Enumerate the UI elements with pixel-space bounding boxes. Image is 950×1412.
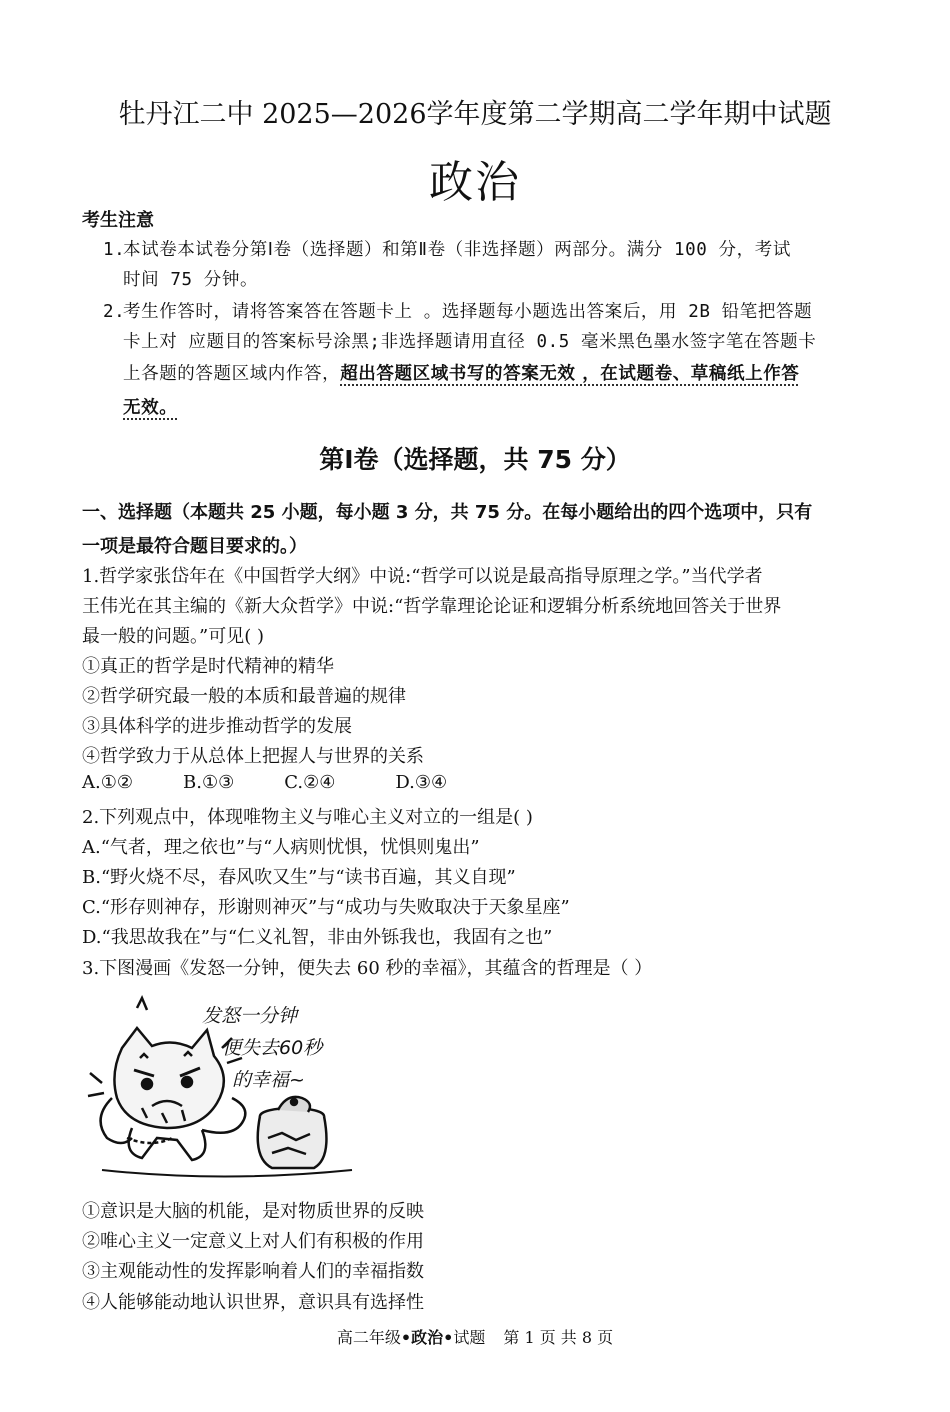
notice-item-2-number: 2. [103,302,126,322]
section-heading-line-1: 一、选择题（本题共 25 小题，每小题 3 分，共 75 分。在每小题给出的四个选项中，只有 [82,502,813,523]
question-1-choice-b: B.①③ [183,772,235,793]
question-1-statement-3: ③具体科学的进步推动哲学的发展 [82,716,352,737]
notice-item-1-line-2: 时间 75 分钟。 [123,270,259,290]
footer-grade: 高二年级 [336,1328,401,1347]
question-2-stem: 2.下列观点中，体现唯物主义与唯心主义对立的一组是( ) [82,807,533,828]
notice-item-1-text: 本试卷本试卷分第Ⅰ卷（选择题）和第Ⅱ卷（非选择题）两部分。满分 100 分，考试 [123,240,791,260]
question-1-choice-d: D.③④ [395,772,448,793]
part-one-title: 第Ⅰ卷（选择题，共 75 分） [319,445,631,474]
question-1-statement-4: ④哲学致力于从总体上把握人与世界的关系 [82,746,424,767]
question-3-statement-1: ①意识是大脑的机能，是对物质世界的反映 [82,1201,424,1222]
notice-item-1-number: 1. [103,240,126,260]
notice-item-2-line-4 [123,394,177,419]
question-2-option-d: D.“我思故我在”与“仁义礼智，非由外铄我也，我固有之也” [82,927,553,948]
question-2-option-a: A.“气者，理之依也”与“人病则忧惧，忧惧则鬼出” [82,837,480,858]
question-1-choices [82,772,497,793]
notice-item-2-plain-text: 上各题的答题区域内作答， [123,364,341,384]
page-footer [0,1325,950,1348]
cartoon-caption-line-1: 发怒一分钟 [202,1005,298,1027]
question-1-stem-line-3: 最一般的问题。”可见( ) [82,626,264,647]
question-1-statement-2: ②哲学研究最一般的本质和最普遍的规律 [82,686,406,707]
question-1-choice-c: C.②④ [284,772,336,793]
question-3-stem: 3.下图漫画《发怒一分钟，便失去 60 秒的幸福》，其蕴含的哲理是（ ） [82,958,653,979]
footer-subject: 政治 [411,1328,444,1347]
notice-item-1-line-1 [103,236,791,261]
question-2-option-c: C.“形存则神存，形谢则神灭”与“成功与失败取决于天象星座” [82,897,570,918]
notice-item-2-line-1 [103,298,812,323]
section-heading-line-2: 一项是最符合题目要求的。） [82,536,307,557]
footer-kind: 试题 [453,1328,486,1347]
question-1-choice-a: A.①② [82,772,133,793]
school-title: 牡丹江二中 2025—2026学年度第二学期高二学年期中试题 [118,99,832,130]
angry-cat-cartoon [82,988,362,1183]
question-1-statement-1: ①真正的哲学是时代精神的精华 [82,656,334,677]
notice-item-2-line-3 [123,360,799,385]
question-2-option-b: B.“野火烧不尽，春风吹又生”与“读书百遍，其义自现” [82,867,516,888]
question-3-statement-4: ④人能够能动地认识世界，意识具有选择性 [82,1292,424,1313]
footer-dot-2: • [443,1328,454,1347]
jar-figure [258,1097,327,1168]
question-3-statement-2: ②唯心主义一定意义上对人们有积极的作用 [82,1231,424,1252]
footer-dot-1: • [400,1328,412,1347]
question-1-stem-line-1: 1.哲学家张岱年在《中国哲学大纲》中说:“哲学可以说是最高指导原理之学。”当代学者 [82,566,763,587]
notice-item-2-text: 考生作答时，请将答案答在答题卡上 。选择题每小题选出答案后，用 2B 铅笔把答题 [123,302,813,322]
notice-item-2-emphasis: 超出答题区域书写的答案无效 ，在试题卷、草稿纸上作答 [340,364,800,384]
notice-heading: 考生注意 [82,210,154,231]
notice-item-2-emphasis-end: 无效。 [123,398,178,418]
cartoon-caption-line-2: 便失去60秒 [222,1037,323,1059]
cartoon-caption-line-3: 的幸福~ [232,1069,305,1091]
notice-item-2-line-2: 卡上对 应题目的答案标号涂黑;非选择题请用直径 0.5 毫米黑色墨水签字笔在答题卡 [123,332,817,352]
subject-title: 政治 [429,157,521,208]
footer-page-info: 第 1 页 共 8 页 [503,1328,614,1347]
question-1-stem-line-2: 王伟光在其主编的《新大众哲学》中说:“哲学靠理论论证和逻辑分析系统地回答关于世界 [82,596,782,617]
question-3-statement-3: ③主观能动性的发挥影响着人们的幸福指数 [82,1261,424,1282]
ground-line [102,1170,352,1177]
